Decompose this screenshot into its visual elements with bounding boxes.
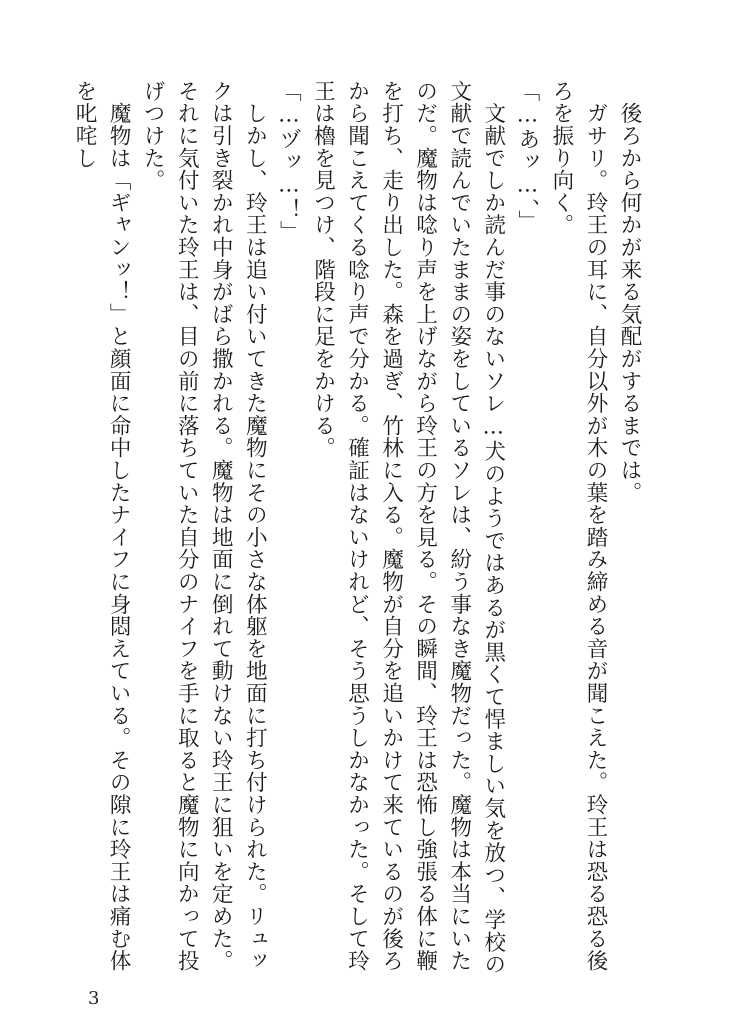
paragraph: しかし、玲王は追い付いてきた魔物にその小さな体躯を地面に打ち付けられた。リュックは引き裂かれ中身がばら撒かれる。魔物は地面に倒れて動けない玲王に狙いを定めた。それに気付いた玲王は、目の前に落ちていた自分のナイフを手に取ると魔物に向かって投げつけた。	[140, 80, 268, 972]
paragraph: 文献でしか読んだ事のないソレ…犬のようではあるが黒くて悍ましい気を放つ、学校の文献で読んでいたままの姿をしているソレは、紛う事なき魔物だった。魔物は本当にいたのだ。魔物は唸り声を上げながら玲王の方を見る。その瞬間、玲王は恐怖し強張る体に鞭を打ち、走り出した。森を過ぎ、竹林に入る。魔物が自分を追いかけて来ているのが後ろから聞こえてくる唸り声で分かる。確証はないけれど、そう思うしかなかった。そして玲王は櫓を見つけ、階段に足をかける。	[310, 80, 506, 976]
paragraph: ガサリ。玲王の耳に、自分以外が木の葉を踏み締める音が聞こえた。玲王は恐る恐る後ろを振り向く。	[548, 80, 608, 972]
dialogue-line: 「…ヅッ…！」	[276, 80, 302, 244]
page-number: 3	[88, 988, 100, 1009]
paragraph: 魔物は「ギャンッ！」と顔面に命中したナイフに身悶えている。その隙に玲王は痛む体を叱咤し	[72, 80, 132, 972]
vertical-text-body	[72, 80, 646, 980]
paragraph: 後ろから何かが来る気配がするまでは。	[617, 80, 642, 504]
dialogue-line: 「…あッ…、」	[514, 80, 540, 233]
